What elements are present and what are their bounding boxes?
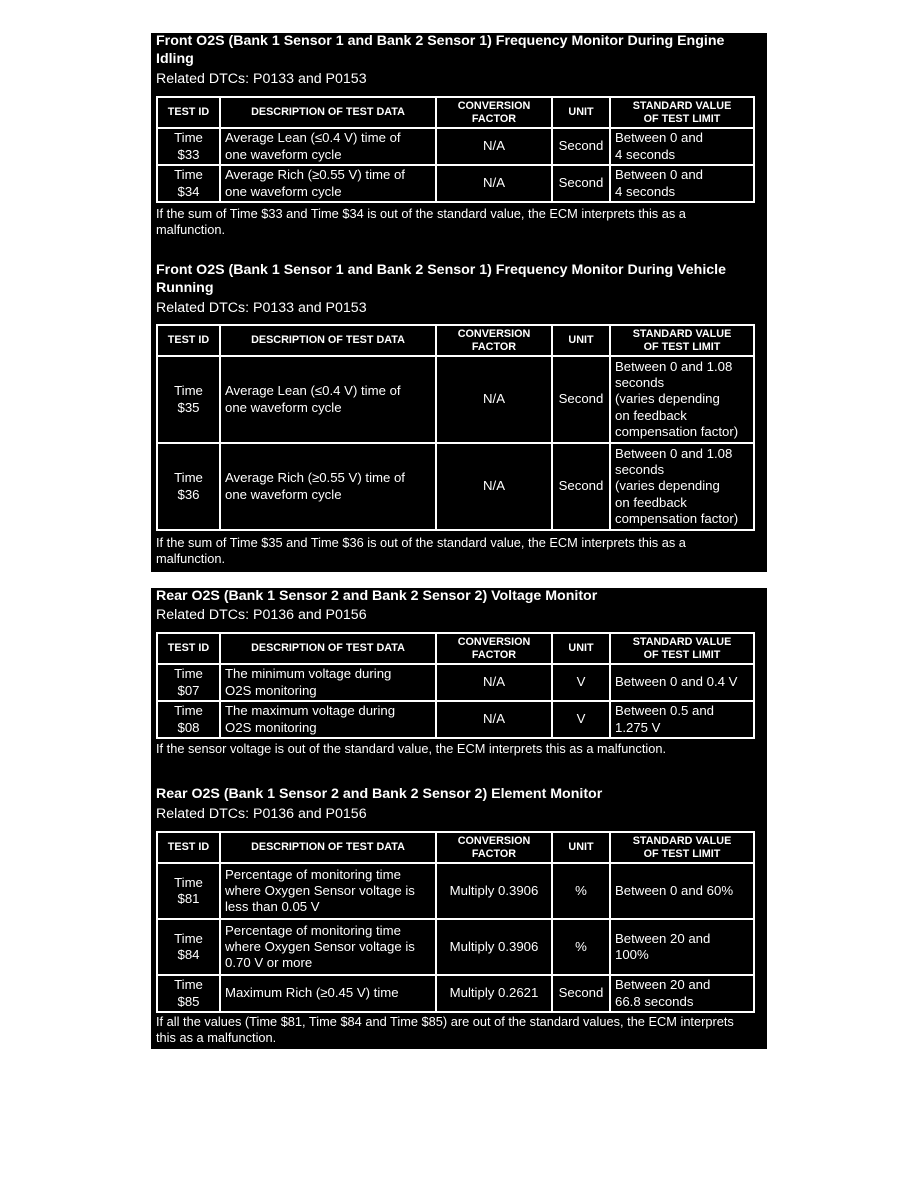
unit-cell: Second: [552, 165, 610, 202]
table-row: [157, 128, 754, 165]
section-title: Front O2S (Bank 1 Sensor 1 and Bank 2 Sensor 1) Frequency Monitor During Vehicle Running: [156, 262, 726, 296]
section-title: Rear O2S (Bank 1 Sensor 2 and Bank 2 Sensor 2) Voltage Monitor: [156, 588, 598, 604]
section-note: If the sum of Time $33 and Time $34 is out of the standard value, the ECM interprets this as a malfunction.: [156, 206, 686, 237]
front-o2s-panel: [151, 33, 767, 572]
standard-value-cell: Between 0 and 0.4 V: [610, 664, 754, 701]
unit-cell: Second: [552, 975, 610, 1012]
description-cell: Average Lean (≤0.4 V) time of one waveform cycle: [220, 356, 436, 443]
table-header-row: [157, 97, 754, 128]
description-cell: The minimum voltage during O2S monitoring: [220, 664, 436, 701]
header-unit: UNIT: [552, 633, 610, 664]
rear-o2s-panel: [151, 588, 767, 1049]
standard-value-cell: Between 0 and 1.08 seconds (varies depending on feedback compensation factor): [610, 443, 754, 530]
table-row: [157, 975, 754, 1012]
header-description: DESCRIPTION OF TEST DATA: [220, 97, 436, 128]
standard-value-cell: Between 0 and 4 seconds: [610, 165, 754, 202]
unit-cell: Second: [552, 128, 610, 165]
test-id-cell: Time $07: [157, 664, 220, 701]
header-standard-value: STANDARD VALUE OF TEST LIMIT: [610, 97, 754, 128]
monitor-table: [156, 831, 755, 1013]
standard-value-cell: Between 0 and 4 seconds: [610, 128, 754, 165]
table-row: [157, 443, 754, 530]
description-cell: Average Lean (≤0.4 V) time of one waveform cycle: [220, 128, 436, 165]
description-cell: Average Rich (≥0.55 V) time of one waveform cycle: [220, 443, 436, 530]
table-row: [157, 863, 754, 919]
conversion-factor-cell: N/A: [436, 443, 552, 530]
standard-value-cell: Between 20 and 66.8 seconds: [610, 975, 754, 1012]
test-id-cell: Time $85: [157, 975, 220, 1012]
header-description: DESCRIPTION OF TEST DATA: [220, 325, 436, 356]
conversion-factor-cell: N/A: [436, 165, 552, 202]
related-dtcs: Related DTCs: P0133 and P0153: [156, 300, 367, 316]
description-cell: Maximum Rich (≥0.45 V) time: [220, 975, 436, 1012]
header-test-id: TEST ID: [157, 832, 220, 863]
conversion-factor-cell: Multiply 0.3906: [436, 919, 552, 975]
related-dtcs: Related DTCs: P0136 and P0156: [156, 607, 367, 623]
test-id-cell: Time $33: [157, 128, 220, 165]
table-header-row: [157, 325, 754, 356]
monitor-table: [156, 632, 755, 739]
section-note: If all the values (Time $81, Time $84 and Time $85) are out of the standard values, the ECM interprets this as a malfunction.: [156, 1014, 734, 1045]
unit-cell: Second: [552, 356, 610, 443]
description-cell: Percentage of monitoring time where Oxygen Sensor voltage is less than 0.05 V: [220, 863, 436, 919]
header-test-id: TEST ID: [157, 633, 220, 664]
header-conversion-factor: CONVERSION FACTOR: [436, 633, 552, 664]
header-unit: UNIT: [552, 325, 610, 356]
header-test-id: TEST ID: [157, 97, 220, 128]
section-note: If the sum of Time $35 and Time $36 is out of the standard value, the ECM interprets this as a malfunction.: [156, 535, 686, 566]
conversion-factor-cell: N/A: [436, 356, 552, 443]
test-id-cell: Time $36: [157, 443, 220, 530]
header-standard-value: STANDARD VALUE OF TEST LIMIT: [610, 325, 754, 356]
section-note: If the sensor voltage is out of the standard value, the ECM interprets this as a malfunction.: [156, 741, 667, 756]
related-dtcs: Related DTCs: P0136 and P0156: [156, 806, 367, 822]
standard-value-cell: Between 0 and 1.08 seconds (varies depending on feedback compensation factor): [610, 356, 754, 443]
conversion-factor-cell: N/A: [436, 128, 552, 165]
conversion-factor-cell: Multiply 0.2621: [436, 975, 552, 1012]
unit-cell: %: [552, 919, 610, 975]
table-row: [157, 701, 754, 738]
description-cell: Average Rich (≥0.55 V) time of one waveform cycle: [220, 165, 436, 202]
test-id-cell: Time $81: [157, 863, 220, 919]
header-description: DESCRIPTION OF TEST DATA: [220, 633, 436, 664]
standard-value-cell: Between 0 and 60%: [610, 863, 754, 919]
conversion-factor-cell: N/A: [436, 664, 552, 701]
unit-cell: V: [552, 701, 610, 738]
related-dtcs: Related DTCs: P0133 and P0153: [156, 71, 367, 87]
conversion-factor-cell: N/A: [436, 701, 552, 738]
header-standard-value: STANDARD VALUE OF TEST LIMIT: [610, 832, 754, 863]
table-row: [157, 664, 754, 701]
monitor-table: [156, 324, 755, 531]
table-header-row: [157, 832, 754, 863]
test-id-cell: Time $08: [157, 701, 220, 738]
conversion-factor-cell: Multiply 0.3906: [436, 863, 552, 919]
table-header-row: [157, 633, 754, 664]
unit-cell: V: [552, 664, 610, 701]
header-unit: UNIT: [552, 832, 610, 863]
header-conversion-factor: CONVERSION FACTOR: [436, 832, 552, 863]
monitor-table: [156, 96, 755, 203]
header-description: DESCRIPTION OF TEST DATA: [220, 832, 436, 863]
header-unit: UNIT: [552, 97, 610, 128]
test-id-cell: Time $84: [157, 919, 220, 975]
header-test-id: TEST ID: [157, 325, 220, 356]
standard-value-cell: Between 20 and 100%: [610, 919, 754, 975]
header-conversion-factor: CONVERSION FACTOR: [436, 325, 552, 356]
header-standard-value: STANDARD VALUE OF TEST LIMIT: [610, 633, 754, 664]
standard-value-cell: Between 0.5 and 1.275 V: [610, 701, 754, 738]
unit-cell: %: [552, 863, 610, 919]
header-conversion-factor: CONVERSION FACTOR: [436, 97, 552, 128]
test-id-cell: Time $34: [157, 165, 220, 202]
section-title: Front O2S (Bank 1 Sensor 1 and Bank 2 Sensor 1) Frequency Monitor During Engine Idling: [156, 33, 725, 67]
section-title: Rear O2S (Bank 1 Sensor 2 and Bank 2 Sensor 2) Element Monitor: [156, 786, 603, 802]
unit-cell: Second: [552, 443, 610, 530]
table-row: [157, 165, 754, 202]
table-row: [157, 919, 754, 975]
table-row: [157, 356, 754, 443]
test-id-cell: Time $35: [157, 356, 220, 443]
description-cell: Percentage of monitoring time where Oxygen Sensor voltage is 0.70 V or more: [220, 919, 436, 975]
description-cell: The maximum voltage during O2S monitoring: [220, 701, 436, 738]
